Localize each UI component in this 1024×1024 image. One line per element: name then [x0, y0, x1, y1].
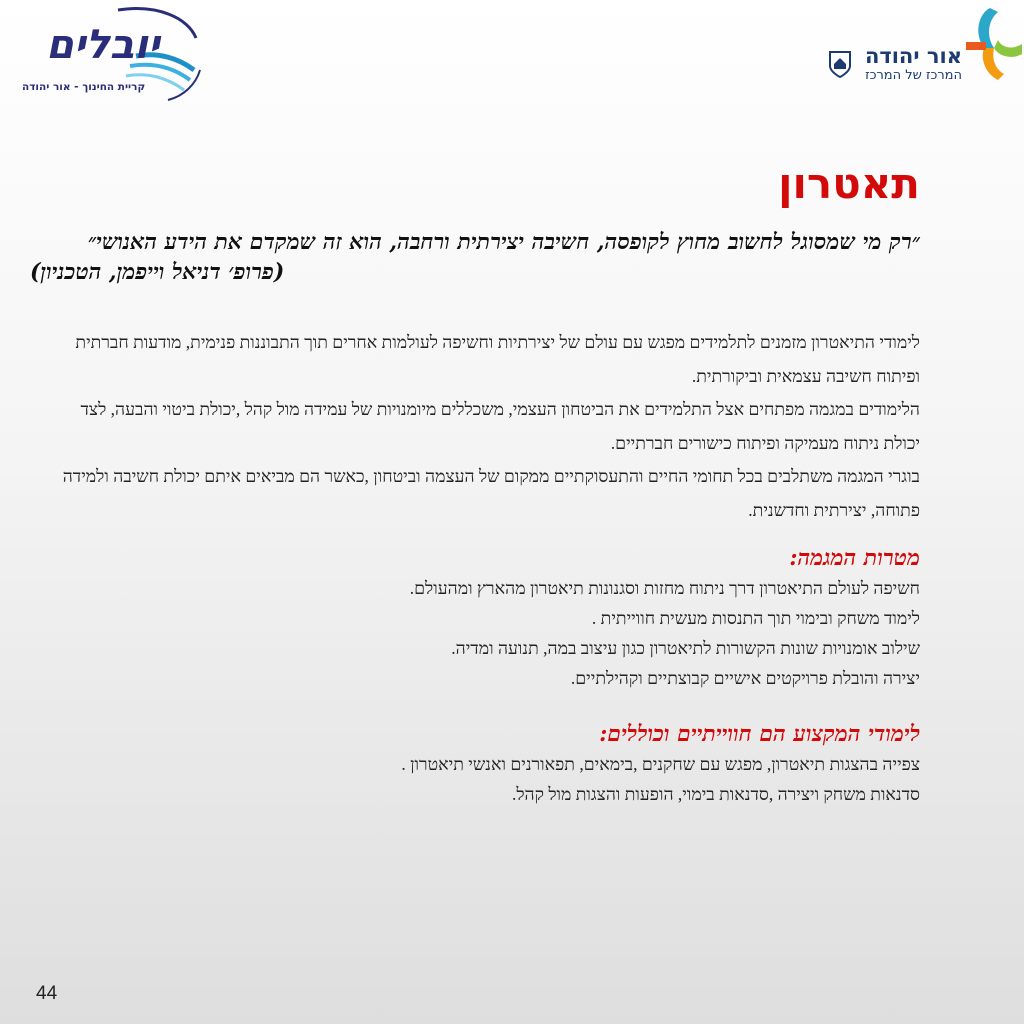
page-number: 44: [36, 983, 58, 1004]
list-item: צפייה בהצגות תיאטרון, מפגש עם שחקנים ,בימאים, תפאורנים ואנשי תיאטרון .: [401, 754, 920, 774]
studies-heading: לימודי המקצוע הם חווייתיים וכוללים:: [599, 721, 920, 747]
or-yehuda-subtitle: המרכז של המרכז: [865, 68, 962, 83]
list-item: חשיפה לעולם התיאטרון דרך ניתוח מחזות וסגנונות תיאטרון מהארץ ומהעולם.: [409, 578, 920, 598]
main-content: [30, 148, 920, 809]
list-item: לימוד משחק ובימוי תוך התנסות מעשית חווייתית .: [591, 608, 920, 628]
quote-text: ״רק מי שמסוגל לחשוב מחוץ לקופסה, חשיבה יצירתית ורחבה, הוא זה שמקדם את הידע האנושי״: [87, 229, 920, 255]
page-title: תאטרון: [778, 159, 920, 208]
yuvalim-logo: [18, 4, 208, 104]
list-item: סדנאות משחק ויצירה ,סדנאות בימוי, הופעות והצגות מול קהל.: [511, 784, 920, 804]
yuvalim-tagline: קריית החינוך - אור יהודה: [22, 81, 146, 93]
or-yehuda-emblem-icon: [964, 4, 1024, 82]
goals-heading: מטרות המגמה:: [789, 545, 920, 571]
intro-text: [40, 326, 920, 527]
intro-paragraph: לימודי התיאטרון מזמנים לתלמידים מפגש עם עולם של יצירתיות וחשיפה לעולמות אחרים תוך התבוננות פנימית, מודעות חברתית ופיתוח חשיבה עצמאית וביקורתית.: [75, 332, 920, 386]
or-yehuda-name: אור יהודה: [864, 44, 962, 68]
list-item: שילוב אומנויות שונות הקשורות לתיאטרון כגון עיצוב במה, תנועה ומדיה.: [451, 638, 920, 658]
studies-list: [40, 749, 920, 809]
intro-paragraph: בוגרי המגמה משתלבים בכל תחומי החיים והתעסוקתיים ממקום של העצמה וביטחון ,כאשר הם מביאים איתם יכולת חשיבה ולמידה פתוחה, יצירתית וחדשנית.: [62, 466, 920, 520]
goals-list: [40, 573, 920, 693]
intro-paragraph: הלימודים במגמה מפתחים אצל התלמידים את הביטחון העצמי, משכללים מיומנויות של עמידה מול קהל ,יכולת ביטוי והבעה, לצד יכולת ניתוח מעמיקה ופיתוח כישורים חברתיים.: [80, 399, 920, 453]
list-item: יצירה והובלת פרויקטים אישיים קבוצתיים וקהילתיים.: [570, 668, 920, 688]
yuvalim-brand: יובלים: [46, 22, 160, 68]
or-yehuda-logo: [824, 0, 1024, 90]
city-crest-icon: [828, 50, 852, 78]
quote-source: (פרופ׳ דניאל וייפמן, הטכניון): [30, 259, 285, 285]
